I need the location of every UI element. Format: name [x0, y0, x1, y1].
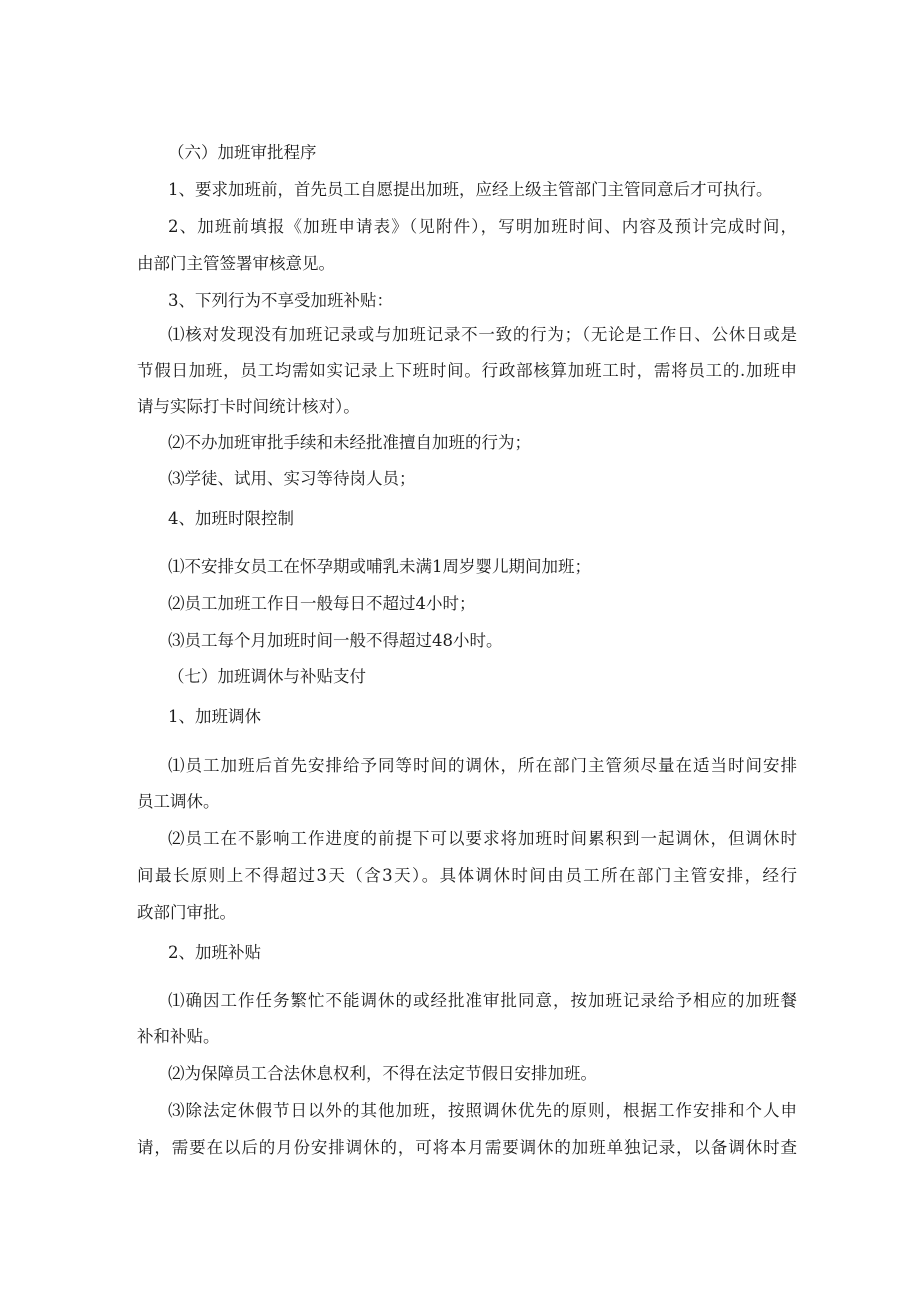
paragraph-line: 政部门审批。: [137, 903, 236, 922]
paragraph-line: 补和补贴。: [137, 1027, 220, 1046]
subheading-line: 1、加班调休: [168, 707, 261, 726]
paragraph-line: 2、加班前填报《加班申请表》（见附件），写明加班时间、内容及预计完成时间，: [168, 217, 797, 236]
paragraph-line: ⑴不安排女员工在怀孕期或哺乳未满1周岁婴儿期间加班；: [168, 557, 591, 576]
paragraph-line: 由部门主管签署审核意见。: [137, 254, 335, 273]
paragraph-line: 间最长原则上不得超过3天（含3天）。具体调休时间由员工所在部门主管安排，经行: [137, 866, 797, 885]
paragraph-line: 节假日加班，员工均需如实记录上下班时间。行政部核算加班工时，需将员工的.加班申: [137, 361, 797, 380]
paragraph-line: 3、下列行为不享受加班补贴：: [168, 291, 393, 310]
paragraph-line: ⑵员工加班工作日一般每日不超过4小时；: [168, 594, 476, 613]
paragraph-line: 请，需要在以后的月份安排调休的，可将本月需要调休的加班单独记录，以备调休时查: [137, 1138, 797, 1157]
subheading-line: 2、加班补贴: [168, 943, 261, 962]
subheading-line: 4、加班时限控制: [168, 509, 294, 528]
paragraph-line: ⑴员工加班后首先安排给予同等时间的调休，所在部门主管须尽量在适当时间安排: [168, 756, 797, 775]
paragraph-line: 员工调休。: [137, 792, 220, 811]
section-heading-6: （六）加班审批程序: [168, 143, 317, 162]
paragraph-line: 1、要求加班前，首先员工自愿提出加班，应经上级主管部门主管同意后才可执行。: [168, 180, 773, 199]
paragraph-line: ⑶除法定休假节日以外的其他加班，按照调休优先的原则，根据工作安排和个人申: [168, 1101, 797, 1120]
paragraph-line: ⑵为保障员工合法休息权利，不得在法定节假日安排加班。: [168, 1064, 597, 1083]
paragraph-line: ⑵不办加班审批手续和未经批准擅自加班的行为；: [168, 433, 531, 452]
paragraph-line: ⑵员工在不影响工作进度的前提下可以要求将加班时间累积到一起调休，但调休时: [168, 829, 797, 848]
paragraph-line: ⑴核对发现没有加班记录或与加班记录不一致的行为；（无论是工作日、公休日或是: [168, 325, 797, 344]
paragraph-line: 请与实际打卡时间统计核对）。: [137, 397, 360, 416]
paragraph-line: ⑴确因工作任务繁忙不能调休的或经批准审批同意，按加班记录给予相应的加班餐: [168, 991, 797, 1010]
paragraph-line: ⑶员工每个月加班时间一般不得超过48小时。: [168, 631, 503, 650]
section-heading-7: （七）加班调休与补贴支付: [168, 667, 366, 686]
paragraph-line: ⑶学徒、试用、实习等待岗人员；: [168, 469, 416, 488]
